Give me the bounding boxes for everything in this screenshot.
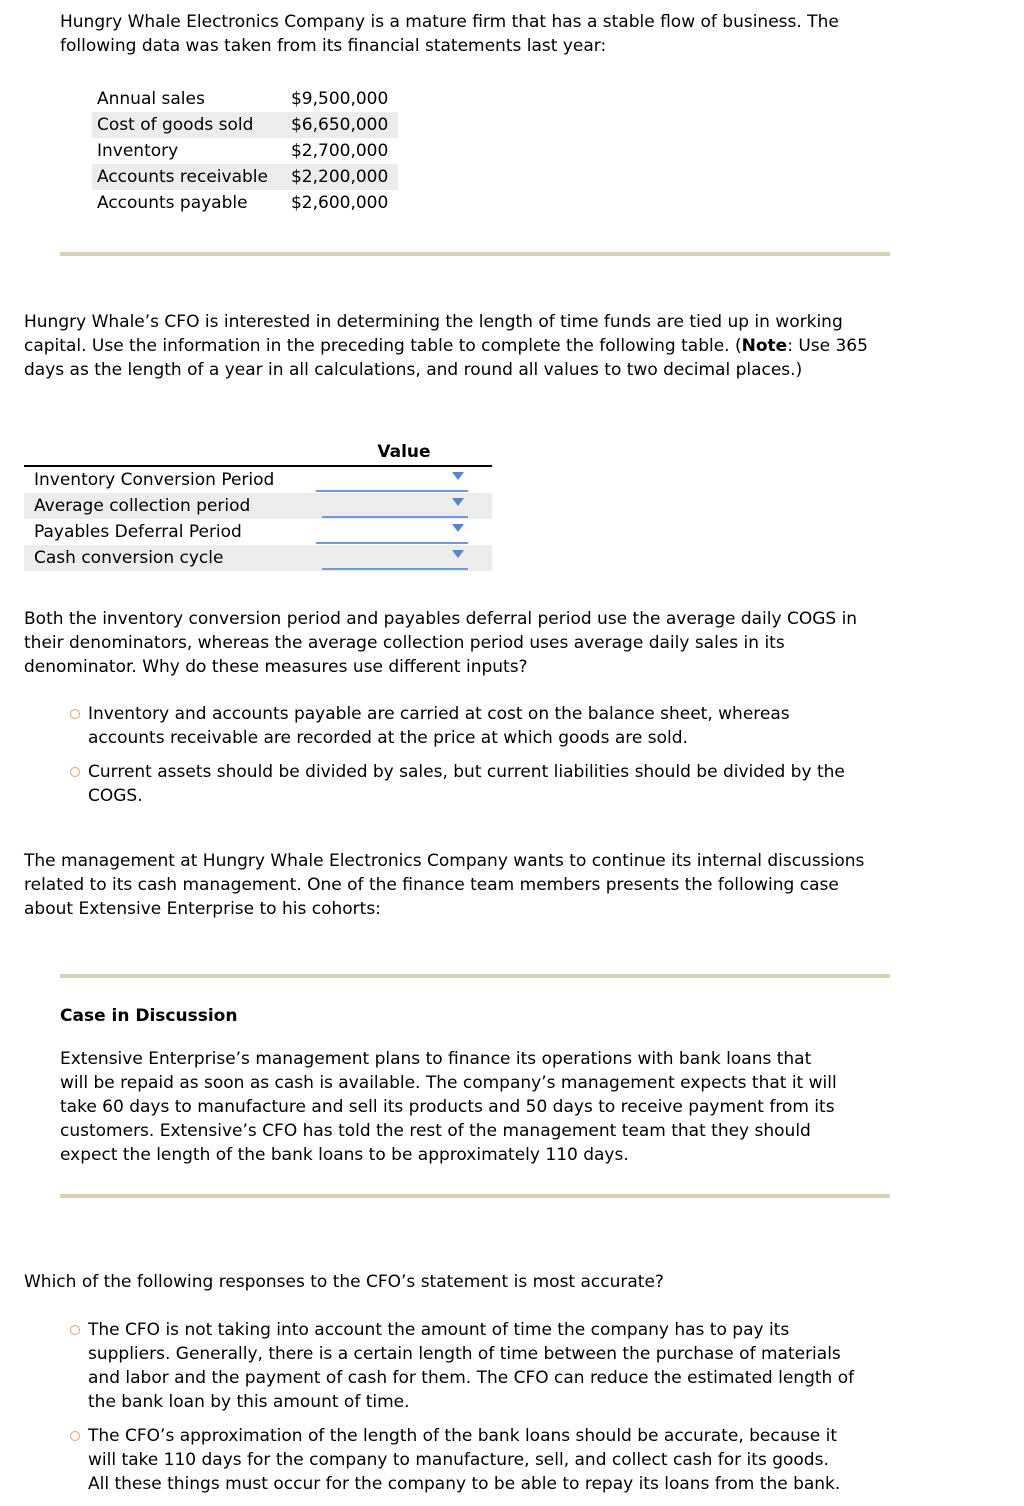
radio-button[interactable] [70, 767, 80, 777]
question-line: their denominators, whereas the average collection period uses average daily sales in its [24, 633, 785, 653]
inventory-conversion-dropdown[interactable] [316, 467, 468, 492]
section-divider [60, 252, 890, 256]
table-row [92, 138, 398, 164]
paragraph-line: about Extensive Enterprise to his cohorts: [24, 899, 381, 919]
row-value: $2,200,000 [273, 164, 398, 190]
option-line: will take 110 days for the company to manufacture, sell, and collect cash for its goods. [88, 1450, 829, 1470]
row-label: Annual sales [97, 89, 205, 109]
option-line: Inventory and accounts payable are carried at cost on the balance sheet, whereas [88, 704, 790, 724]
table-row [92, 190, 398, 216]
option-line: COGS. [88, 786, 143, 806]
case-line: take 60 days to manufacture and sell its products and 50 days to receive payment from its [60, 1097, 835, 1117]
question-line: Both the inventory conversion period and payables deferral period use the average daily COGS in [24, 609, 858, 629]
question-line: Hungry Whale’s CFO is interested in determining the length of time funds are tied up in working [24, 312, 843, 332]
option-line: All these things must occur for the company to be able to repay its loans from the bank. [88, 1474, 841, 1494]
average-collection-dropdown[interactable] [322, 493, 468, 518]
response-question [24, 1270, 934, 1294]
row-value: $2,600,000 [290, 193, 389, 213]
table-row [24, 519, 492, 545]
table-row [24, 493, 492, 519]
row-label: Cash conversion cycle [34, 548, 224, 568]
radio-button[interactable] [70, 1325, 80, 1335]
row-label: Accounts receivable [92, 164, 273, 190]
table-row [24, 467, 492, 493]
question-line [24, 334, 934, 358]
row-label: Inventory Conversion Period [34, 470, 275, 490]
chevron-down-icon [452, 524, 464, 532]
question-line: denominator. Why do these measures use different inputs? [24, 657, 528, 677]
row-label: Inventory [97, 141, 179, 161]
chevron-down-icon [452, 472, 464, 480]
row-label: Payables Deferral Period [34, 522, 242, 542]
table-row [92, 164, 398, 190]
question-text: capital. Use the information in the preceding table to complete the following table. ( [24, 336, 742, 356]
chevron-down-icon [452, 550, 464, 558]
case-line: will be repaid as soon as cash is available. The company’s management expects that it will [60, 1073, 837, 1093]
option-line: The CFO is not taking into account the amount of time the company has to pay its [88, 1320, 790, 1340]
section-divider [60, 974, 890, 978]
paragraph-line: The management at Hungry Whale Electronics Company wants to continue its internal discussions [24, 851, 865, 871]
financial-data-table [92, 86, 398, 216]
intro-line: Hungry Whale Electronics Company is a mature firm that has a stable flow of business. The [60, 12, 839, 32]
option-line: accounts receivable are recorded at the price at which goods are sold. [88, 728, 688, 748]
table-row [92, 86, 398, 112]
cash-conversion-dropdown[interactable] [322, 545, 468, 570]
radio-button[interactable] [70, 709, 80, 719]
case-line: customers. Extensive’s CFO has told the rest of the management team that they should [60, 1121, 811, 1141]
row-label: Accounts payable [97, 193, 248, 213]
table-row [92, 112, 398, 138]
value-column-header: Value [377, 442, 431, 462]
row-value: $2,700,000 [290, 141, 389, 161]
option-line: suppliers. Generally, there is a certain length of time between the purchase of materials [88, 1344, 841, 1364]
case-text [60, 1047, 900, 1167]
case-line: Extensive Enterprise’s management plans to finance its operations with bank loans that [60, 1049, 812, 1069]
section-divider [60, 1194, 890, 1198]
question-text: : Use 365 [787, 336, 868, 356]
option-line: and labor and the payment of cash for them. The CFO can reduce the estimated length of [88, 1368, 855, 1388]
option-line: the bank loan by this amount of time. [88, 1392, 410, 1412]
row-value: $9,500,000 [290, 89, 389, 109]
row-label: Cost of goods sold [92, 112, 273, 138]
table-row [24, 545, 492, 571]
option-line: Current assets should be divided by sales, but current liabilities should be divided by the [88, 762, 845, 782]
why-question [24, 607, 934, 679]
question-line: days as the length of a year in all calculations, and round all values to two decimal places.) [24, 360, 803, 380]
row-label: Average collection period [34, 496, 251, 516]
cfo-question [24, 310, 934, 382]
case-line: expect the length of the bank loans to be approximately 110 days. [60, 1145, 629, 1165]
intro-paragraph [60, 10, 940, 58]
chevron-down-icon [452, 498, 464, 506]
radio-button[interactable] [70, 1431, 80, 1441]
note-label: Note [741, 336, 788, 356]
payables-deferral-dropdown[interactable] [316, 519, 468, 544]
intro-line: following data was taken from its financial statements last year: [60, 36, 607, 56]
management-paragraph [24, 849, 934, 921]
option-line: The CFO’s approximation of the length of the bank loans should be accurate, because it [88, 1426, 838, 1446]
question-line: Which of the following responses to the CFO’s statement is most accurate? [24, 1272, 664, 1292]
row-value: $6,650,000 [273, 112, 398, 138]
case-title: Case in Discussion [60, 1006, 238, 1026]
paragraph-line: related to its cash management. One of the finance team members presents the following case [24, 875, 839, 895]
